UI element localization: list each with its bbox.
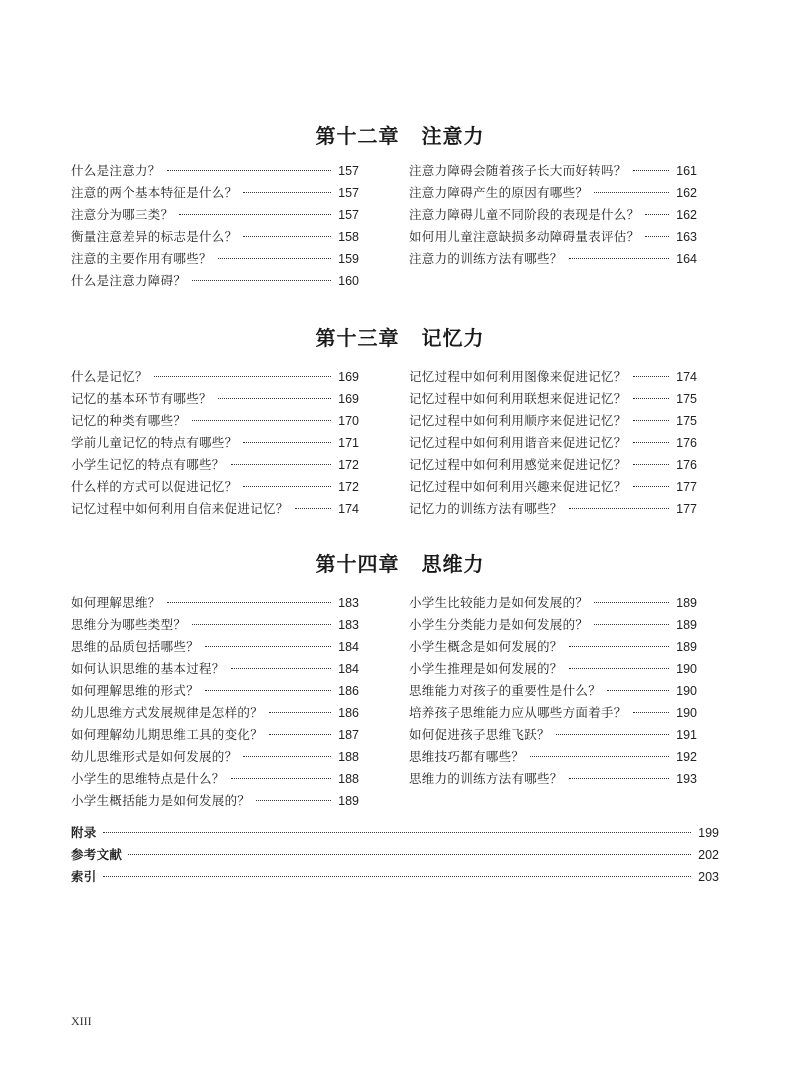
- toc-entry[interactable]: [409, 498, 697, 520]
- toc-entry[interactable]: [71, 182, 359, 204]
- entry-page-number: 188: [338, 750, 359, 764]
- chapter-number: 第十三章: [315, 326, 400, 350]
- toc-entry[interactable]: [71, 366, 359, 388]
- dot-leader: [607, 690, 669, 691]
- entry-title: 记忆过程中如何利用图像来促进记忆？: [409, 369, 627, 384]
- entry-title: 注意力障碍会随着孩子长大而好转吗？: [409, 163, 627, 178]
- entry-title: 如何认识思维的基本过程？: [71, 661, 225, 676]
- entry-title: 注意的两个基本特征是什么？: [71, 185, 238, 200]
- dot-leader: [295, 508, 331, 509]
- entry-page-number: 189: [676, 640, 697, 654]
- toc-entry[interactable]: [409, 388, 697, 410]
- toc-entry[interactable]: [409, 614, 697, 636]
- dot-leader: [569, 668, 669, 669]
- toc-column-right: [409, 592, 697, 790]
- toc-entry[interactable]: [71, 680, 359, 702]
- dot-leader: [269, 734, 331, 735]
- entry-page-number: 162: [676, 186, 697, 200]
- entry-title: 记忆过程中如何利用联想来促进记忆？: [409, 391, 627, 406]
- entry-page-number: 184: [338, 662, 359, 676]
- dot-leader: [218, 258, 331, 259]
- entry-title: 什么样的方式可以促进记忆？: [71, 479, 238, 494]
- entry-page-number: 199: [698, 826, 719, 840]
- toc-entry[interactable]: [71, 724, 359, 746]
- dot-leader: [645, 236, 669, 237]
- entry-page-number: 174: [676, 370, 697, 384]
- toc-entry[interactable]: [71, 498, 359, 520]
- toc-entry[interactable]: [71, 790, 359, 812]
- toc-entry[interactable]: [71, 454, 359, 476]
- entry-page-number: 190: [676, 684, 697, 698]
- entry-page-number: 172: [338, 480, 359, 494]
- dot-leader: [167, 170, 331, 171]
- entry-page-number: 187: [338, 728, 359, 742]
- entry-page-number: 176: [676, 436, 697, 450]
- entry-title: 注意力的训练方法有哪些？: [409, 251, 563, 266]
- dot-leader: [594, 624, 669, 625]
- entry-page-number: 188: [338, 772, 359, 786]
- entry-title: 衡量注意差异的标志是什么？: [71, 229, 238, 244]
- dot-leader: [633, 420, 669, 421]
- dot-leader: [103, 832, 691, 833]
- entry-page-number: 175: [676, 392, 697, 406]
- toc-entry[interactable]: [409, 454, 697, 476]
- entry-title: 小学生概括能力是如何发展的？: [71, 793, 251, 808]
- entry-title: 如何理解思维的形式？: [71, 683, 200, 698]
- toc-entry[interactable]: [71, 388, 359, 410]
- entry-title: 附录: [71, 825, 97, 840]
- entry-page-number: 161: [676, 164, 697, 178]
- entry-page-number: 160: [338, 274, 359, 288]
- dot-leader: [594, 192, 669, 193]
- entry-title: 注意力障碍产生的原因有哪些？: [409, 185, 589, 200]
- entry-page-number: 157: [338, 164, 359, 178]
- entry-page-number: 191: [676, 728, 697, 742]
- dot-leader: [192, 624, 331, 625]
- chapter-title: [0, 120, 800, 149]
- entry-page-number: 189: [676, 596, 697, 610]
- entry-title: 思维分为哪些类型？: [71, 617, 187, 632]
- entry-page-number: 189: [338, 794, 359, 808]
- dot-leader: [243, 192, 331, 193]
- dot-leader: [103, 876, 691, 877]
- entry-title: 注意分为哪三类？: [71, 207, 174, 222]
- toc-entry[interactable]: [71, 822, 719, 844]
- entry-page-number: 175: [676, 414, 697, 428]
- entry-page-number: 163: [676, 230, 697, 244]
- chapter-title: [0, 322, 800, 351]
- toc-entry[interactable]: [71, 866, 719, 888]
- dot-leader: [269, 712, 331, 713]
- entry-page-number: 171: [338, 436, 359, 450]
- dot-leader: [205, 646, 331, 647]
- toc-entry[interactable]: [409, 226, 697, 248]
- entry-page-number: 157: [338, 186, 359, 200]
- entry-title: 记忆力的训练方法有哪些？: [409, 501, 563, 516]
- dot-leader: [633, 486, 669, 487]
- toc-entry[interactable]: [409, 592, 697, 614]
- entry-page-number: 164: [676, 252, 697, 266]
- toc-entry[interactable]: [71, 768, 359, 790]
- toc-entry[interactable]: [71, 636, 359, 658]
- toc-entry[interactable]: [409, 432, 697, 454]
- toc-entry[interactable]: [71, 160, 359, 182]
- entry-title: 记忆过程中如何利用顺序来促进记忆？: [409, 413, 627, 428]
- chapter-number: 第十四章: [315, 552, 400, 576]
- chapter-name: 记忆力: [421, 326, 485, 350]
- toc-entry[interactable]: [409, 768, 697, 790]
- dot-leader: [128, 854, 691, 855]
- entry-title: 记忆的基本环节有哪些？: [71, 391, 212, 406]
- toc-entry[interactable]: [71, 746, 359, 768]
- toc-entry[interactable]: [71, 476, 359, 498]
- toc-column-left: [71, 160, 359, 292]
- entry-title: 注意的主要作用有哪些？: [71, 251, 212, 266]
- toc-entry[interactable]: [409, 636, 697, 658]
- toc-column-left: [71, 592, 359, 812]
- dot-leader: [645, 214, 669, 215]
- entry-page-number: 162: [676, 208, 697, 222]
- toc-entry[interactable]: [71, 592, 359, 614]
- toc-entry[interactable]: [409, 702, 697, 724]
- toc-entry[interactable]: [71, 432, 359, 454]
- entry-title: 小学生概念是如何发展的？: [409, 639, 563, 654]
- toc-entry[interactable]: [409, 182, 697, 204]
- entry-page-number: 183: [338, 618, 359, 632]
- dot-leader: [256, 800, 331, 801]
- entry-page-number: 189: [676, 618, 697, 632]
- chapter-name: 思维力: [421, 552, 485, 576]
- entry-page-number: 176: [676, 458, 697, 472]
- back-matter-list: [71, 822, 719, 888]
- dot-leader: [218, 398, 331, 399]
- dot-leader: [569, 778, 669, 779]
- entry-title: 什么是注意力？: [71, 163, 161, 178]
- toc-entry[interactable]: [409, 746, 697, 768]
- entry-title: 记忆的种类有哪些？: [71, 413, 187, 428]
- dot-leader: [231, 668, 331, 669]
- entry-title: 幼儿思维形式是如何发展的？: [71, 749, 238, 764]
- toc-column-right: [409, 160, 697, 270]
- entry-page-number: 159: [338, 252, 359, 266]
- toc-entry[interactable]: [71, 226, 359, 248]
- entry-title: 小学生推理是如何发展的？: [409, 661, 563, 676]
- toc-entry[interactable]: [409, 160, 697, 182]
- dot-leader: [530, 756, 669, 757]
- entry-title: 记忆过程中如何利用自信来促进记忆？: [71, 501, 289, 516]
- dot-leader: [633, 376, 669, 377]
- entry-title: 思维力的训练方法有哪些？: [409, 771, 563, 786]
- toc-entry[interactable]: [71, 702, 359, 724]
- dot-leader: [569, 508, 669, 509]
- entry-title: 索引: [71, 869, 97, 884]
- dot-leader: [633, 442, 669, 443]
- entry-page-number: 177: [676, 502, 697, 516]
- page-number: XIII: [71, 1014, 92, 1028]
- entry-title: 学前儿童记忆的特点有哪些？: [71, 435, 238, 450]
- toc-entry[interactable]: [71, 248, 359, 270]
- entry-title: 思维能力对孩子的重要性是什么？: [409, 683, 602, 698]
- entry-page-number: 183: [338, 596, 359, 610]
- entry-title: 注意力障碍儿童不同阶段的表现是什么？: [409, 207, 640, 222]
- dot-leader: [633, 712, 669, 713]
- entry-page-number: 157: [338, 208, 359, 222]
- dot-leader: [243, 236, 331, 237]
- toc-entry[interactable]: [409, 724, 697, 746]
- toc-entry[interactable]: [409, 204, 697, 226]
- toc-column-right: [409, 366, 697, 520]
- entry-page-number: 184: [338, 640, 359, 654]
- entry-page-number: 172: [338, 458, 359, 472]
- entry-page-number: 193: [676, 772, 697, 786]
- toc-entry[interactable]: [409, 658, 697, 680]
- dot-leader: [594, 602, 669, 603]
- entry-page-number: 158: [338, 230, 359, 244]
- entry-title: 小学生的思维特点是什么？: [71, 771, 225, 786]
- entry-page-number: 192: [676, 750, 697, 764]
- entry-title: 思维的品质包括哪些？: [71, 639, 200, 654]
- entry-title: 小学生分类能力是如何发展的？: [409, 617, 589, 632]
- toc-entry[interactable]: [409, 248, 697, 270]
- dot-leader: [569, 646, 669, 647]
- entry-title: 如何促进孩子思维飞跃？: [409, 727, 550, 742]
- toc-entry[interactable]: [71, 270, 359, 292]
- entry-title: 培养孩子思维能力应从哪些方面着手？: [409, 705, 627, 720]
- dot-leader: [633, 170, 669, 171]
- toc-entry[interactable]: [409, 410, 697, 432]
- dot-leader: [192, 280, 331, 281]
- toc-entry[interactable]: [409, 366, 697, 388]
- entry-title: 记忆过程中如何利用谐音来促进记忆？: [409, 435, 627, 450]
- chapter-name: 注意力: [421, 124, 485, 148]
- dot-leader: [231, 464, 331, 465]
- chapter-number: 第十二章: [315, 124, 400, 148]
- entry-title: 如何用儿童注意缺损多动障碍量表评估？: [409, 229, 640, 244]
- dot-leader: [243, 486, 331, 487]
- toc-entry[interactable]: [409, 476, 697, 498]
- entry-title: 小学生记忆的特点有哪些？: [71, 457, 225, 472]
- entry-title: 什么是记忆？: [71, 369, 148, 384]
- entry-page-number: 186: [338, 706, 359, 720]
- entry-title: 参考文献: [71, 847, 123, 862]
- entry-page-number: 177: [676, 480, 697, 494]
- entry-page-number: 169: [338, 370, 359, 384]
- entry-page-number: 190: [676, 662, 697, 676]
- entry-page-number: 202: [698, 848, 719, 862]
- dot-leader: [179, 214, 331, 215]
- chapter-title: [0, 548, 800, 577]
- dot-leader: [231, 778, 331, 779]
- entry-title: 小学生比较能力是如何发展的？: [409, 595, 589, 610]
- dot-leader: [633, 464, 669, 465]
- dot-leader: [167, 602, 331, 603]
- entry-page-number: 186: [338, 684, 359, 698]
- dot-leader: [569, 258, 669, 259]
- entry-page-number: 190: [676, 706, 697, 720]
- toc-entry[interactable]: [71, 614, 359, 636]
- dot-leader: [556, 734, 669, 735]
- entry-title: 如何理解思维？: [71, 595, 161, 610]
- dot-leader: [243, 442, 331, 443]
- entry-title: 什么是注意力障碍？: [71, 273, 187, 288]
- entry-title: 思维技巧都有哪些？: [409, 749, 525, 764]
- entry-page-number: 169: [338, 392, 359, 406]
- toc-entry[interactable]: [71, 658, 359, 680]
- toc-entry[interactable]: [71, 410, 359, 432]
- toc-column-left: [71, 366, 359, 520]
- dot-leader: [205, 690, 331, 691]
- dot-leader: [633, 398, 669, 399]
- toc-entry[interactable]: [71, 204, 359, 226]
- dot-leader: [192, 420, 331, 421]
- toc-entry[interactable]: [409, 680, 697, 702]
- entry-page-number: 170: [338, 414, 359, 428]
- entry-title: 记忆过程中如何利用感觉来促进记忆？: [409, 457, 627, 472]
- entry-page-number: 203: [698, 870, 719, 884]
- entry-page-number: 174: [338, 502, 359, 516]
- dot-leader: [243, 756, 331, 757]
- entry-title: 如何理解幼儿期思维工具的变化？: [71, 727, 264, 742]
- entry-title: 幼儿思维方式发展规律是怎样的？: [71, 705, 264, 720]
- entry-title: 记忆过程中如何利用兴趣来促进记忆？: [409, 479, 627, 494]
- toc-entry[interactable]: [71, 844, 719, 866]
- dot-leader: [154, 376, 331, 377]
